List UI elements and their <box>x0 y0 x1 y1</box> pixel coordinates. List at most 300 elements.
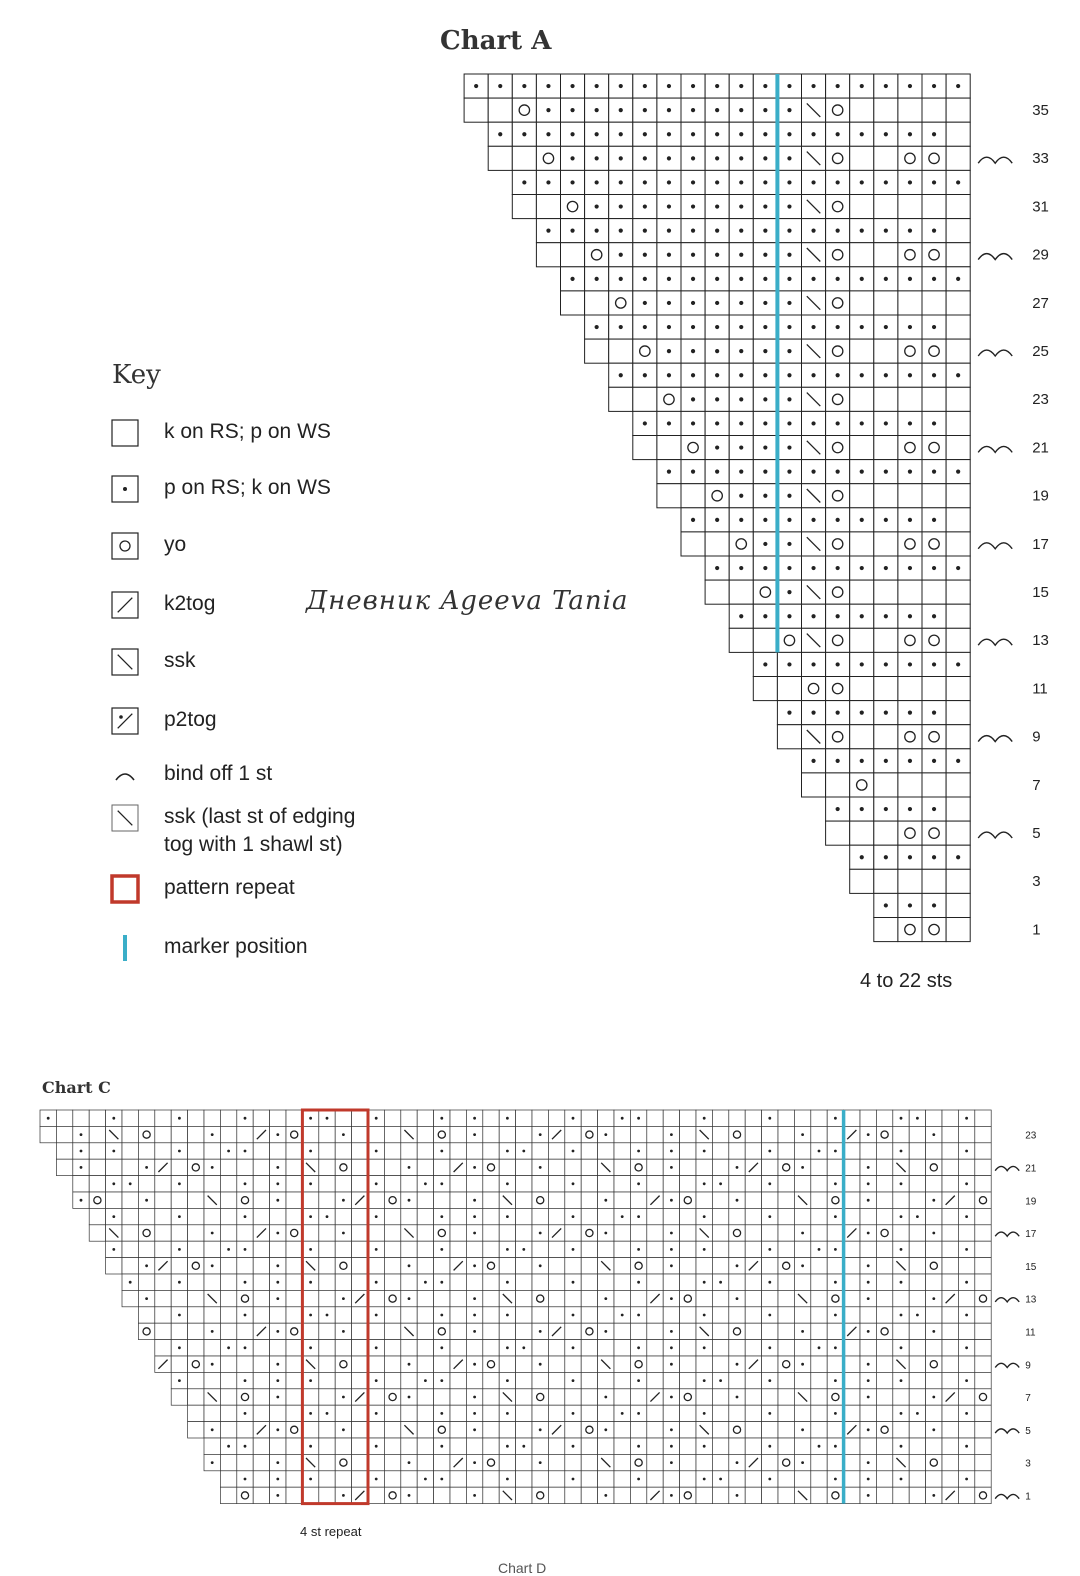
chart-c-cell <box>237 1422 253 1438</box>
chart-a-cell <box>488 98 512 122</box>
chart-c-cell <box>663 1372 679 1388</box>
chart-c-cell <box>483 1307 499 1323</box>
chart-c-cell <box>155 1126 171 1142</box>
purl-dot <box>884 711 888 715</box>
chart-c-cell <box>434 1323 450 1339</box>
purl-dot <box>932 180 936 184</box>
purl-dot <box>408 1264 411 1267</box>
chart-c-cell <box>286 1454 302 1470</box>
chart-c-cell <box>975 1290 991 1306</box>
chart-c-cell <box>384 1471 400 1487</box>
purl-dot <box>570 132 574 136</box>
chart-c-cell <box>499 1356 515 1372</box>
chart-c-cell <box>138 1176 154 1192</box>
chart-c-cell <box>778 1405 794 1421</box>
chart-c-cell <box>532 1241 548 1257</box>
chart-a-cell <box>946 797 970 821</box>
chart-c-cell <box>926 1176 942 1192</box>
chart-c-cell <box>680 1143 696 1159</box>
purl-dot <box>667 325 671 329</box>
chart-c-cell <box>188 1389 204 1405</box>
purl-dot <box>539 1461 542 1464</box>
chart-c-cell <box>680 1192 696 1208</box>
chart-c-cell <box>122 1290 138 1306</box>
purl-dot <box>112 1182 115 1185</box>
chart-c-cell <box>926 1471 942 1487</box>
chart-c-cell <box>417 1110 433 1126</box>
bindoff-icon <box>110 760 140 788</box>
chart-c-cell <box>860 1438 876 1454</box>
chart-c-cell <box>614 1290 630 1306</box>
chart-a-cell <box>777 677 801 701</box>
chart-c-cell <box>975 1241 991 1257</box>
chart-c-cell <box>319 1241 335 1257</box>
purl-dot <box>473 1412 476 1415</box>
chart-a-cell <box>536 243 560 267</box>
chart-c-cell <box>663 1471 679 1487</box>
chart-c-cell <box>565 1159 581 1175</box>
purl-dot <box>342 1494 345 1497</box>
chart-c-cell <box>663 1405 679 1421</box>
purl-dot <box>643 301 647 305</box>
purl-dot <box>763 108 767 112</box>
purl-dot <box>506 1182 509 1185</box>
purl-dot <box>667 84 671 88</box>
chart-c-cell <box>384 1422 400 1438</box>
purl-dot <box>670 1232 673 1235</box>
chart-c-cell <box>942 1356 958 1372</box>
purl-dot <box>670 1346 673 1349</box>
purl-dot <box>932 84 936 88</box>
chart-c-cell <box>975 1176 991 1192</box>
chart-c-cell <box>975 1126 991 1142</box>
chart-c-cell <box>434 1454 450 1470</box>
purl-dot <box>965 1150 968 1153</box>
chart-c-cell <box>516 1487 532 1503</box>
chart-c-cell <box>237 1126 253 1142</box>
chart-c-cell <box>827 1356 843 1372</box>
chart-c-cell <box>499 1159 515 1175</box>
chart-c-cell <box>565 1323 581 1339</box>
chart-c-cell <box>270 1241 286 1257</box>
chart-c-cell <box>942 1323 958 1339</box>
chart-a-cell <box>777 628 801 652</box>
chart-c-cell <box>450 1487 466 1503</box>
bind-off-arc <box>978 639 1012 645</box>
chart-c-cell <box>319 1487 335 1503</box>
chart-a-cell <box>946 628 970 652</box>
chart-a-cell <box>898 98 922 122</box>
purl-dot <box>473 1396 476 1399</box>
chart-c-cell <box>483 1340 499 1356</box>
purl-dot <box>763 277 767 281</box>
purl-dot <box>703 1215 706 1218</box>
chart-c-cell <box>483 1454 499 1470</box>
chart-c-cell <box>745 1323 761 1339</box>
purl-dot <box>211 1133 214 1136</box>
purl-dot <box>768 1412 771 1415</box>
chart-c-cell <box>827 1258 843 1274</box>
chart-a-cell <box>922 725 946 749</box>
chart-c-cell <box>778 1323 794 1339</box>
purl-dot <box>867 1379 870 1382</box>
chart-c-cell <box>204 1143 220 1159</box>
chart-c-cell <box>56 1126 72 1142</box>
chart-a-cell <box>874 291 898 315</box>
purl-dot <box>375 1281 378 1284</box>
purl-dot <box>119 715 123 719</box>
chart-c-cell <box>729 1405 745 1421</box>
chart-c-cell <box>581 1340 597 1356</box>
chart-a-cell <box>946 893 970 917</box>
chart-c-cell <box>368 1192 384 1208</box>
chart-c-cell <box>450 1126 466 1142</box>
purl-dot <box>145 1297 148 1300</box>
chart-c-cell <box>614 1422 630 1438</box>
purl-dot <box>691 421 695 425</box>
chart-c-cell <box>220 1110 236 1126</box>
purl-dot <box>884 277 888 281</box>
purl-dot <box>884 807 888 811</box>
chart-c-cell <box>188 1258 204 1274</box>
dot-icon <box>110 474 140 502</box>
purl-dot <box>900 1150 903 1153</box>
purl-dot <box>244 1478 247 1481</box>
purl-dot <box>763 84 767 88</box>
purl-dot <box>768 1182 771 1185</box>
purl-dot <box>244 1412 247 1415</box>
chart-c-cell <box>680 1487 696 1503</box>
chart-c-cell <box>450 1274 466 1290</box>
purl-dot <box>619 229 623 233</box>
chart-c-cell <box>204 1307 220 1323</box>
chart-c-cell <box>352 1405 368 1421</box>
purl-dot <box>834 1379 837 1382</box>
chart-c-cell <box>975 1438 991 1454</box>
purl-dot <box>811 180 815 184</box>
chart-c-cell <box>434 1159 450 1175</box>
chart-c-cell <box>138 1225 154 1241</box>
purl-dot <box>276 1379 279 1382</box>
chart-a-cell <box>946 677 970 701</box>
chart-c-cell <box>155 1176 171 1192</box>
purl-dot <box>637 1215 640 1218</box>
purl-dot <box>787 132 791 136</box>
chart-c-cell <box>335 1208 351 1224</box>
purl-dot <box>811 229 815 233</box>
chart-c-cell <box>647 1438 663 1454</box>
purl-dot <box>908 662 912 666</box>
chart-c-cell <box>368 1323 384 1339</box>
chart-c-cell <box>384 1176 400 1192</box>
chart-a-cell <box>609 387 633 411</box>
key-item-label: marker position <box>164 935 308 958</box>
bind-off-arc <box>978 157 1012 163</box>
chart-c-cell <box>89 1126 105 1142</box>
chart-c-cell <box>286 1307 302 1323</box>
chart-c-cell <box>581 1176 597 1192</box>
chart-c-cell <box>745 1438 761 1454</box>
purl-dot <box>570 84 574 88</box>
chart-c-cell <box>516 1258 532 1274</box>
bind-off-arc <box>978 446 1012 452</box>
key-title: Key <box>112 360 161 390</box>
chart-c-cell <box>138 1241 154 1257</box>
purl-dot <box>572 1445 575 1448</box>
chart-c-cell <box>598 1274 614 1290</box>
chart-c-cell <box>335 1454 351 1470</box>
chart-a-cell <box>874 532 898 556</box>
key-item-label: bind off 1 st <box>164 762 273 785</box>
chart-c-cell <box>204 1110 220 1126</box>
chart-a-cell <box>922 773 946 797</box>
purl-dot <box>80 1166 83 1169</box>
chart-c-cell <box>975 1110 991 1126</box>
watermark-signature: Дневник Agеeva Tania <box>306 586 629 616</box>
chart-c-cell <box>614 1438 630 1454</box>
purl-dot <box>244 1150 247 1153</box>
chart-c-cell <box>712 1208 728 1224</box>
chart-c-cell <box>876 1307 892 1323</box>
chart-c-cell <box>745 1110 761 1126</box>
chart-c-cell <box>352 1454 368 1470</box>
chart-c-cell <box>204 1274 220 1290</box>
chart-c-cell <box>794 1274 810 1290</box>
purl-dot <box>691 301 695 305</box>
purl-dot <box>787 397 791 401</box>
chart-c-cell <box>844 1487 860 1503</box>
purl-dot <box>595 108 599 112</box>
purl-dot <box>211 1363 214 1366</box>
chart-c-cell <box>598 1405 614 1421</box>
chart-c-cell <box>811 1454 827 1470</box>
purl-dot <box>818 1346 821 1349</box>
purl-dot <box>715 84 719 88</box>
purl-dot <box>787 421 791 425</box>
chart-c-cell <box>680 1323 696 1339</box>
purl-dot <box>522 1248 525 1251</box>
chart-c-cell <box>630 1454 646 1470</box>
key-item-bindoff <box>110 760 272 788</box>
purl-dot <box>80 1150 83 1153</box>
chart-c-cell <box>581 1110 597 1126</box>
chart-c-cell <box>548 1110 564 1126</box>
chart-c-cell <box>220 1258 236 1274</box>
purl-dot <box>667 470 671 474</box>
chart-c-cell <box>286 1438 302 1454</box>
purl-dot <box>739 349 743 353</box>
chart-c-cell <box>614 1225 630 1241</box>
purl-dot <box>739 470 743 474</box>
purl-dot <box>546 180 550 184</box>
purl-dot <box>309 1379 312 1382</box>
purl-dot <box>884 903 888 907</box>
purl-dot <box>768 1117 771 1120</box>
chart-c-cell <box>434 1487 450 1503</box>
chart-c-cell <box>548 1241 564 1257</box>
chart-c-cell <box>368 1487 384 1503</box>
chart-c-cell <box>286 1290 302 1306</box>
chart-c-cell <box>926 1110 942 1126</box>
chart-c-cell <box>647 1422 663 1438</box>
chart-c-cell <box>712 1192 728 1208</box>
chart-c-cell <box>106 1159 122 1175</box>
chart-c-cell <box>188 1372 204 1388</box>
purl-dot <box>667 277 671 281</box>
chart-c-cell <box>876 1159 892 1175</box>
chart-c-cell <box>909 1241 925 1257</box>
purl-dot <box>787 614 791 618</box>
purl-dot <box>763 421 767 425</box>
purl-dot <box>719 1478 722 1481</box>
purl-dot <box>932 518 936 522</box>
chart-c-cell <box>188 1274 204 1290</box>
chart-c-cell <box>598 1110 614 1126</box>
chart-c-cell <box>778 1422 794 1438</box>
purl-dot <box>595 156 599 160</box>
purl-dot <box>375 1412 378 1415</box>
chart-a-cell <box>633 339 657 363</box>
chart-c-cell <box>516 1225 532 1241</box>
chart-a-cell <box>946 580 970 604</box>
chart-c-cell <box>286 1422 302 1438</box>
purl-dot <box>691 132 695 136</box>
purl-dot <box>375 1182 378 1185</box>
purl-dot <box>276 1330 279 1333</box>
chart-a-cell <box>850 146 874 170</box>
purl-dot <box>787 518 791 522</box>
purl-dot <box>667 421 671 425</box>
chart-a-cell <box>657 436 681 460</box>
chart-c-cell <box>762 1389 778 1405</box>
chart-c-cell <box>450 1241 466 1257</box>
repeat-icon <box>110 874 140 902</box>
chart-c-cell <box>253 1405 269 1421</box>
key-item-ssk <box>110 647 196 675</box>
chart-c-cell <box>516 1192 532 1208</box>
purl-dot <box>522 1445 525 1448</box>
purl-dot <box>787 325 791 329</box>
chart-c-cell <box>712 1110 728 1126</box>
purl-dot <box>667 156 671 160</box>
purl-dot <box>932 903 936 907</box>
chart-a-cell <box>561 291 585 315</box>
purl-dot <box>860 229 864 233</box>
purl-dot <box>342 1396 345 1399</box>
purl-dot <box>440 1478 443 1481</box>
chart-c-cell <box>499 1258 515 1274</box>
chart-c-cell <box>384 1208 400 1224</box>
chart-c-cell <box>450 1405 466 1421</box>
chart-c-cell <box>729 1176 745 1192</box>
chart-c-cell <box>384 1290 400 1306</box>
chart-c-cell <box>975 1487 991 1503</box>
chart-c-cell <box>975 1225 991 1241</box>
chart-a-cell <box>850 725 874 749</box>
purl-dot <box>965 1478 968 1481</box>
chart-c-cell <box>171 1126 187 1142</box>
chart-c-cell <box>483 1274 499 1290</box>
chart-c-cell <box>581 1126 597 1142</box>
chart-a-cell <box>946 773 970 797</box>
chart-c-cell <box>302 1422 318 1438</box>
purl-dot <box>670 1166 673 1169</box>
chart-c-cell <box>712 1356 728 1372</box>
chart-a-cell <box>850 195 874 219</box>
chart-c-cell <box>532 1192 548 1208</box>
purl-dot <box>178 1150 181 1153</box>
chart-c-cell <box>680 1176 696 1192</box>
chart-c-cell <box>860 1143 876 1159</box>
chart-c-cell <box>401 1143 417 1159</box>
purl-dot <box>719 1379 722 1382</box>
chart-c-cell <box>483 1422 499 1438</box>
chart-c-cell <box>811 1356 827 1372</box>
chart-a-cell <box>826 773 850 797</box>
purl-dot <box>440 1150 443 1153</box>
chart-c-cell <box>384 1323 400 1339</box>
purl-dot <box>276 1166 279 1169</box>
chart-c-cell <box>138 1110 154 1126</box>
chart-c-cell <box>663 1208 679 1224</box>
purl-dot <box>932 759 936 763</box>
purl-dot <box>834 1182 837 1185</box>
chart-c-cell <box>614 1454 630 1470</box>
purl-dot <box>884 855 888 859</box>
chart-c-cell <box>827 1126 843 1142</box>
purl-dot <box>604 1396 607 1399</box>
chart-c-cell <box>434 1290 450 1306</box>
chart-c-cell <box>56 1143 72 1159</box>
purl-dot <box>522 84 526 88</box>
chart-a-cell <box>922 484 946 508</box>
chart-c-cell <box>745 1126 761 1142</box>
chart-c-cell <box>729 1241 745 1257</box>
purl-dot <box>715 229 719 233</box>
purl-dot <box>811 662 815 666</box>
chart-c-cell <box>89 1192 105 1208</box>
chart-c-cell <box>401 1176 417 1192</box>
chart-c-cell <box>778 1372 794 1388</box>
chart-c-cell <box>942 1159 958 1175</box>
chart-a-cell <box>946 701 970 725</box>
chart-c-cell <box>319 1340 335 1356</box>
purl-dot <box>691 277 695 281</box>
purl-dot <box>178 1314 181 1317</box>
purl-dot <box>440 1346 443 1349</box>
purl-dot <box>643 277 647 281</box>
chart-c-cell <box>565 1422 581 1438</box>
chart-c-cell <box>319 1143 335 1159</box>
chart-c-cell <box>56 1159 72 1175</box>
chart-c-cell <box>286 1159 302 1175</box>
chart-a-cell <box>705 580 729 604</box>
chart-a-cell <box>585 243 609 267</box>
chart-c-cell <box>876 1126 892 1142</box>
chart-c-cell <box>319 1126 335 1142</box>
purl-dot <box>736 1494 739 1497</box>
purl-dot <box>787 542 791 546</box>
chart-c-cell <box>942 1422 958 1438</box>
chart-c-cell <box>565 1126 581 1142</box>
purl-dot <box>670 1363 673 1366</box>
chart-c-cell <box>450 1192 466 1208</box>
chart-c-grid <box>30 1100 1060 1520</box>
chart-c-cell <box>581 1471 597 1487</box>
chart-c-cell <box>516 1356 532 1372</box>
purl-dot <box>667 253 671 257</box>
purl-dot <box>570 277 574 281</box>
